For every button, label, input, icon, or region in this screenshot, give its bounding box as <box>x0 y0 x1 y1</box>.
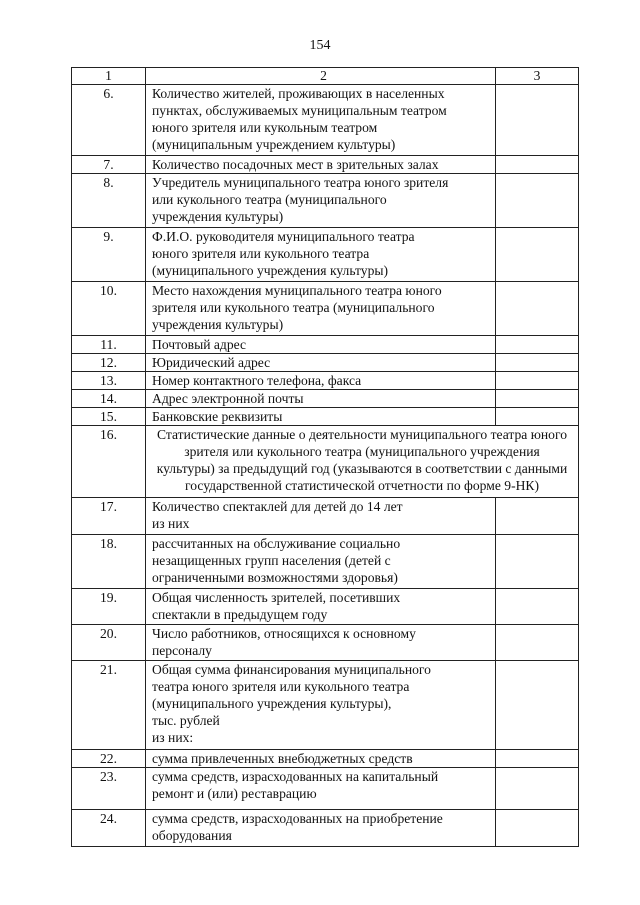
value-cell <box>496 810 579 847</box>
value-cell <box>496 498 579 535</box>
row-description <box>146 372 496 390</box>
row-description <box>146 750 496 768</box>
description-line: учреждения культуры) <box>152 209 284 224</box>
row-number: 12. <box>72 354 146 372</box>
table-row <box>72 390 579 408</box>
table-row <box>72 85 579 156</box>
description-line: рассчитанных на обслуживание социально <box>152 536 401 551</box>
value-cell <box>496 156 579 174</box>
section-heading <box>146 426 579 498</box>
table-row <box>72 372 579 390</box>
row-number: 8. <box>72 174 146 228</box>
description-line: Ф.И.О. руководителя муниципального театра <box>152 229 415 244</box>
description-line: Количество спектаклей для детей до 14 лет <box>152 499 403 514</box>
description-line: юного зрителя или кукольного театра <box>152 246 370 261</box>
description-line: зрителя или кукольного театра (муниципального учреждения <box>184 444 540 459</box>
row-number: 22. <box>72 750 146 768</box>
row-number: 9. <box>72 228 146 282</box>
description-line: пунктах, обслуживаемых муниципальным театром <box>152 103 447 118</box>
value-cell <box>496 390 579 408</box>
row-number: 10. <box>72 282 146 336</box>
table-row <box>72 174 579 228</box>
description-line: юного зрителя или кукольным театром <box>152 120 378 135</box>
description-line: Число работников, относящихся к основному <box>152 626 416 641</box>
row-number: 6. <box>72 85 146 156</box>
row-description <box>146 85 496 156</box>
description-line: Номер контактного телефона, факса <box>152 373 362 388</box>
description-line: Адрес электронной почты <box>152 391 304 406</box>
description-line: из них <box>152 516 190 531</box>
row-number: 11. <box>72 336 146 354</box>
row-description <box>146 156 496 174</box>
description-line: театра юного зрителя или кукольного театра <box>152 679 410 694</box>
row-number: 21. <box>72 661 146 750</box>
row-number: 16. <box>72 426 146 498</box>
description-line: незащищенных групп населения (детей с <box>152 553 391 568</box>
row-number: 18. <box>72 535 146 589</box>
description-line: зрителя или кукольного театра (муниципального <box>152 300 435 315</box>
description-line: из них: <box>152 730 194 745</box>
table-row <box>72 498 579 535</box>
value-cell <box>496 282 579 336</box>
value-cell <box>496 535 579 589</box>
table-row <box>72 426 579 498</box>
description-line: (муниципального учреждения культуры), <box>152 696 392 711</box>
description-line: ограниченными возможностями здоровья) <box>152 570 398 585</box>
description-line: персоналу <box>152 643 212 658</box>
table-row <box>72 810 579 847</box>
description-line: государственной статистической отчетности по форме 9-НК) <box>184 478 540 493</box>
table-row <box>72 354 579 372</box>
row-description <box>146 625 496 661</box>
value-cell <box>496 768 579 810</box>
row-number: 24. <box>72 810 146 847</box>
row-description <box>146 336 496 354</box>
form-table <box>71 67 579 847</box>
description-line: (муниципального учреждения культуры) <box>152 263 389 278</box>
row-number: 7. <box>72 156 146 174</box>
row-number: 17. <box>72 498 146 535</box>
description-line: сумма привлеченных внебюджетных средств <box>152 751 413 766</box>
row-description <box>146 390 496 408</box>
table-row <box>72 228 579 282</box>
value-cell <box>496 354 579 372</box>
table-row <box>72 156 579 174</box>
table-row <box>72 282 579 336</box>
description-line: (муниципальным учреждением культуры) <box>152 137 396 152</box>
value-cell <box>496 661 579 750</box>
description-line: Количество жителей, проживающих в населенных <box>152 86 445 101</box>
description-line: ремонт и (или) реставрацию <box>152 786 317 801</box>
description-line: Учредитель муниципального театра юного зрителя <box>152 175 449 190</box>
row-description <box>146 408 496 426</box>
description-line: сумма средств, израсходованных на приобретение <box>152 811 443 826</box>
row-description <box>146 768 496 810</box>
row-description <box>146 174 496 228</box>
table-row <box>72 661 579 750</box>
header-col-2: 2 <box>146 68 496 85</box>
page-number: 154 <box>309 38 331 53</box>
row-number: 14. <box>72 390 146 408</box>
row-description <box>146 810 496 847</box>
description-line: культуры) за предыдущий год (указываются в соответствии с данными <box>156 461 568 476</box>
table-row <box>72 625 579 661</box>
value-cell <box>496 372 579 390</box>
value-cell <box>496 589 579 625</box>
row-description <box>146 354 496 372</box>
table-row <box>72 768 579 810</box>
row-number: 23. <box>72 768 146 810</box>
table-row <box>72 535 579 589</box>
table-header-row <box>72 68 579 85</box>
value-cell <box>496 336 579 354</box>
description-line: Количество посадочных мест в зрительных залах <box>152 157 439 172</box>
value-cell <box>496 85 579 156</box>
table-row <box>72 408 579 426</box>
table-row <box>72 589 579 625</box>
row-number: 19. <box>72 589 146 625</box>
value-cell <box>496 408 579 426</box>
row-description <box>146 282 496 336</box>
row-description <box>146 535 496 589</box>
description-line: Статистические данные о деятельности муниципального театра юного <box>156 427 567 442</box>
table-row <box>72 336 579 354</box>
description-line: учреждения культуры) <box>152 317 284 332</box>
description-line: Общая сумма финансирования муниципального <box>152 662 431 677</box>
description-line: сумма средств, израсходованных на капитальный <box>152 769 439 784</box>
row-description <box>146 589 496 625</box>
description-line: Общая численность зрителей, посетивших <box>152 590 401 605</box>
value-cell <box>496 228 579 282</box>
description-line: Юридический адрес <box>152 355 271 370</box>
row-description <box>146 661 496 750</box>
row-number: 15. <box>72 408 146 426</box>
header-col-1: 1 <box>72 68 146 85</box>
description-line: тыс. рублей <box>152 713 220 728</box>
row-number: 13. <box>72 372 146 390</box>
row-description <box>146 498 496 535</box>
value-cell <box>496 750 579 768</box>
description-line: оборудования <box>152 828 232 843</box>
description-line: спектакли в предыдущем году <box>152 607 328 622</box>
value-cell <box>496 174 579 228</box>
description-line: Почтовый адрес <box>152 337 247 352</box>
row-description <box>146 228 496 282</box>
value-cell <box>496 625 579 661</box>
header-col-3: 3 <box>496 68 579 85</box>
row-number: 20. <box>72 625 146 661</box>
description-line: Банковские реквизиты <box>152 409 283 424</box>
description-line: или кукольного театра (муниципального <box>152 192 387 207</box>
description-line: Место нахождения муниципального театра юного <box>152 283 442 298</box>
table-row <box>72 750 579 768</box>
